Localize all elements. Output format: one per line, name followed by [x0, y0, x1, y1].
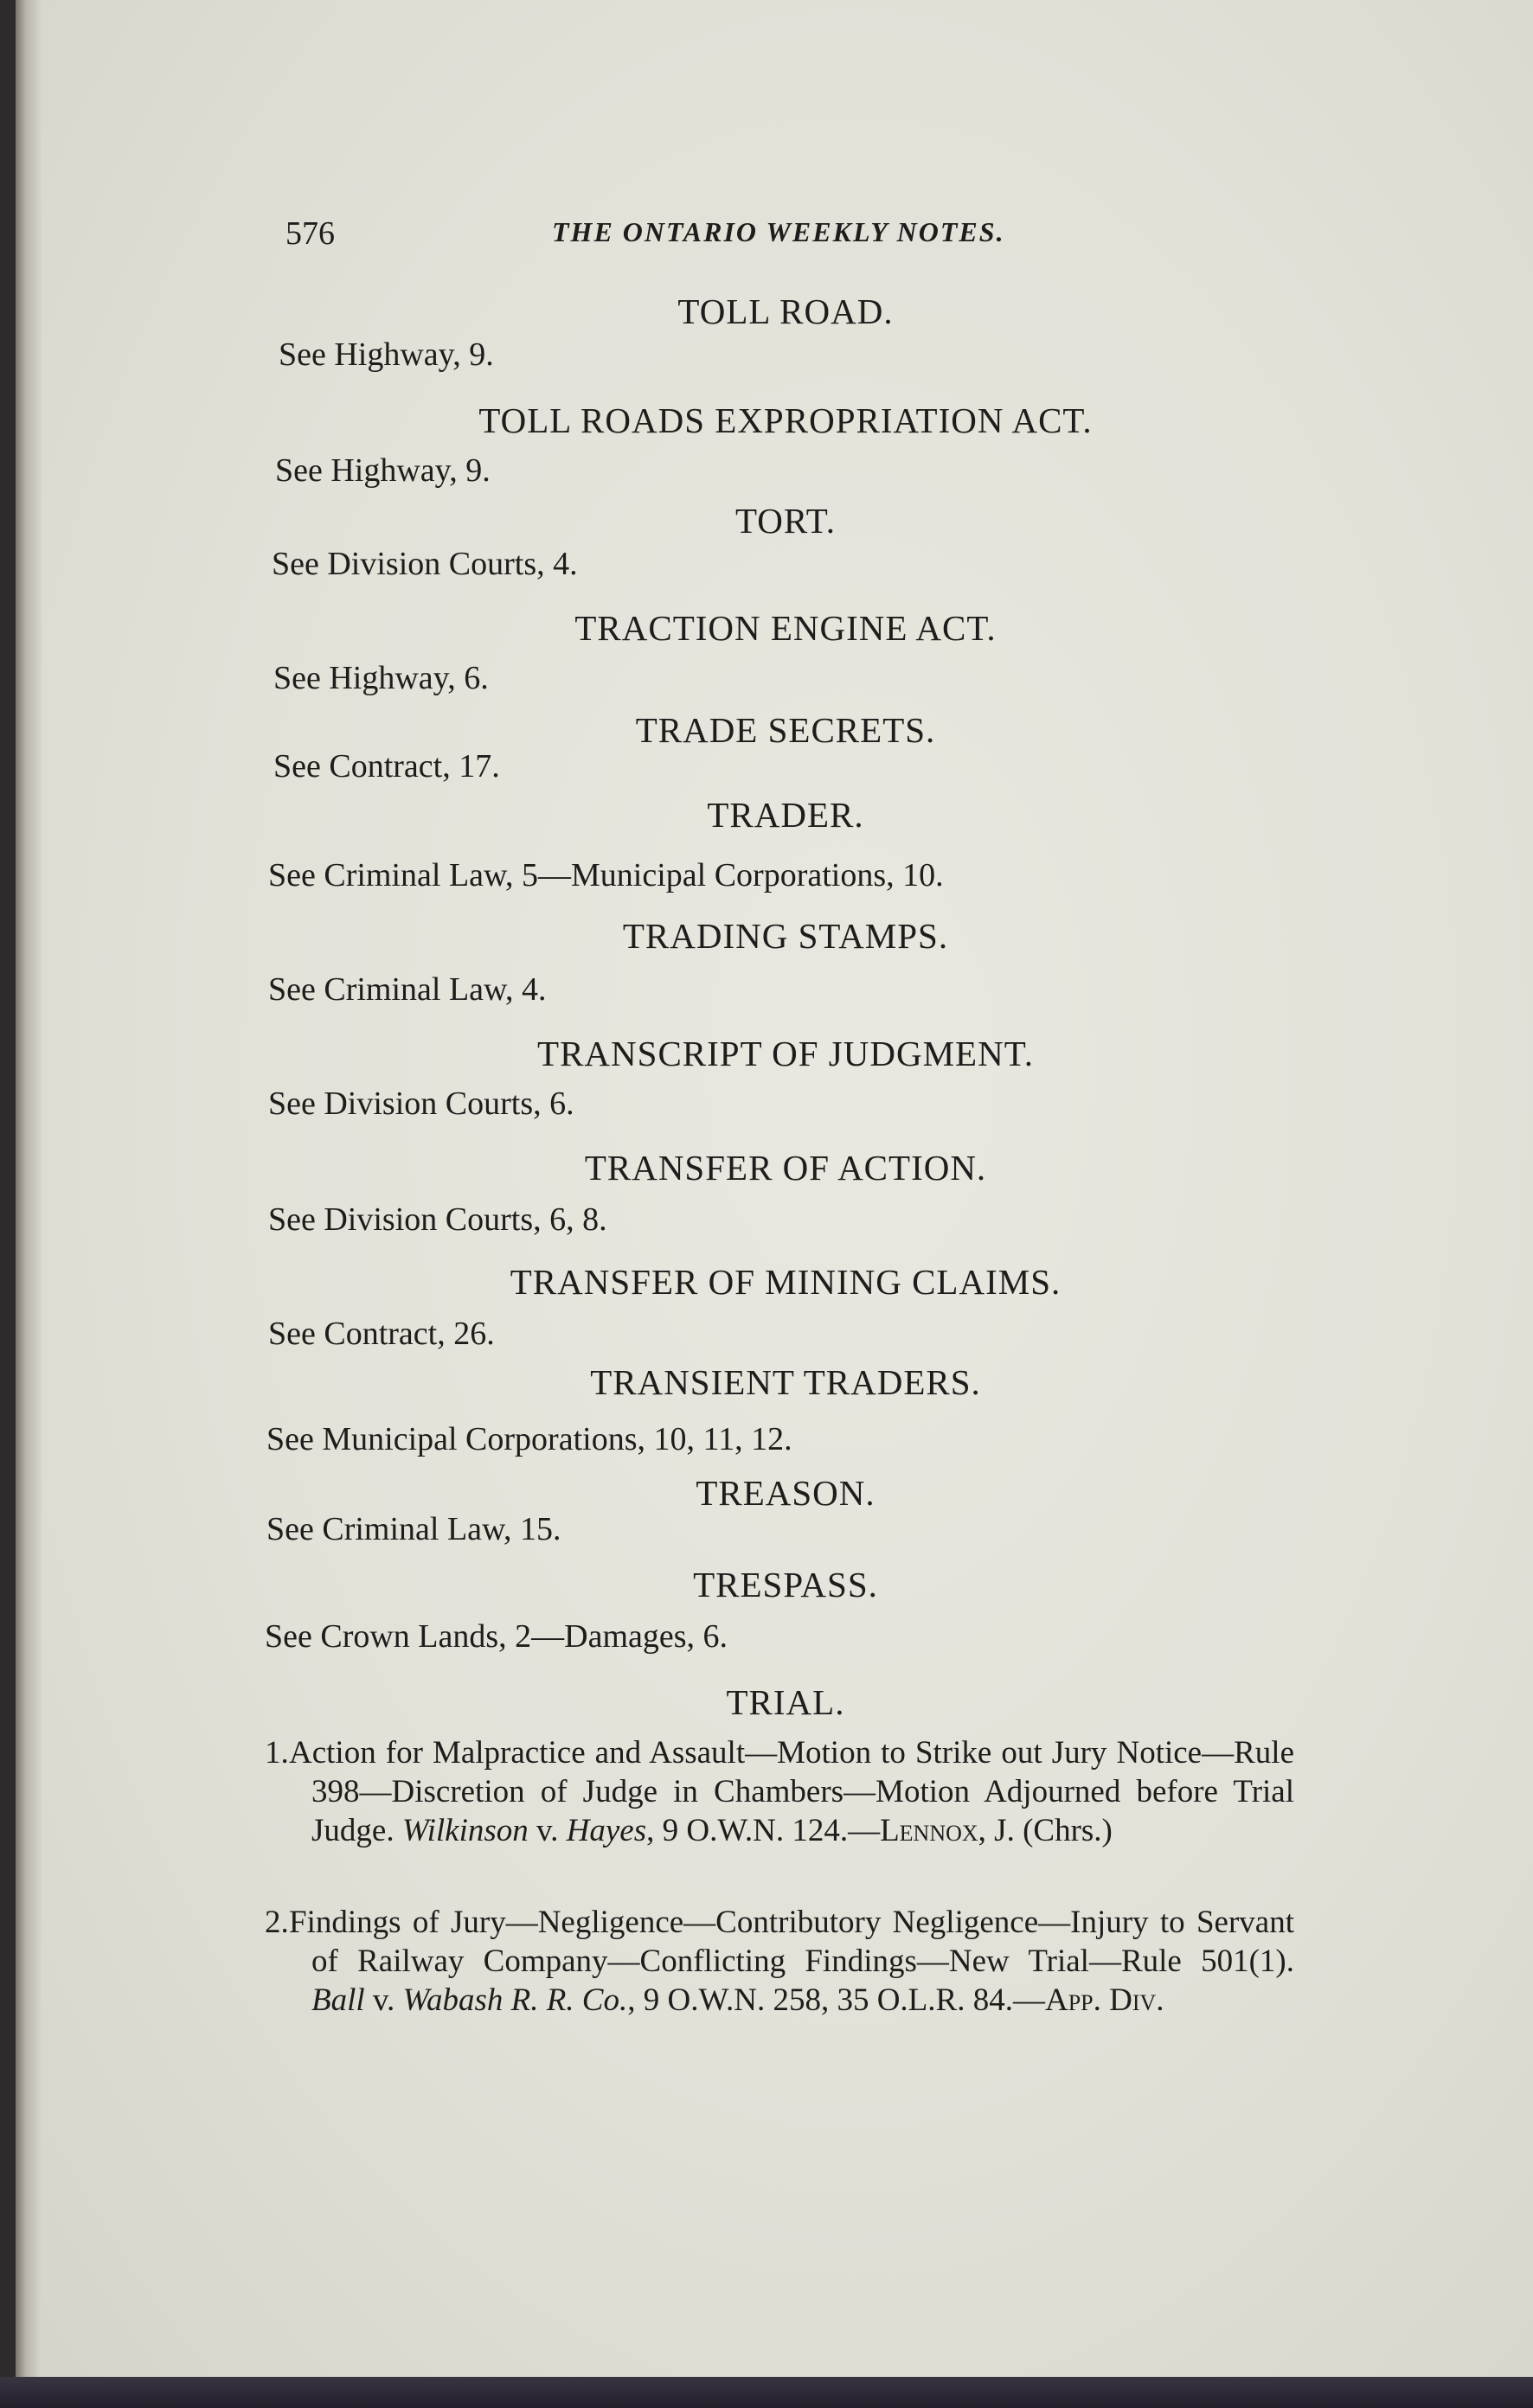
case-defendant: Hayes: [566, 1813, 647, 1848]
scan-background-band: [0, 2377, 1533, 2408]
section-heading: TRADER.: [707, 795, 864, 835]
trial-entry: [265, 1903, 1294, 2020]
section-heading: TRADING STAMPS.: [622, 916, 949, 956]
case-versus: v.: [536, 1813, 559, 1848]
page-sheet: [16, 0, 1533, 2377]
see-reference: See Criminal Law, 5—Municipal Corporations, 10.: [268, 857, 944, 893]
case-citation: , 9 O.W.N. 258, 35 O.L.R. 84.—: [627, 1982, 1045, 2018]
judge-name: App. Div.: [1044, 1982, 1164, 2018]
see-reference: See Division Courts, 4.: [272, 546, 578, 582]
see-reference: See Contract, 17.: [273, 748, 500, 785]
see-reference: See Highway, 6.: [273, 660, 489, 696]
section-heading: TRANSCRIPT OF JUDGMENT.: [537, 1034, 1034, 1073]
section-heading: TRACTION ENGINE ACT.: [574, 608, 997, 648]
see-reference: See Highway, 9.: [275, 452, 491, 489]
see-reference: See Criminal Law, 15.: [266, 1511, 561, 1547]
entry-body: [265, 1733, 1294, 1850]
entry-number: 1.: [265, 1735, 289, 1771]
section-heading: TRANSFER OF ACTION.: [584, 1148, 987, 1188]
case-citation: , 9 O.W.N. 124.—: [646, 1813, 881, 1848]
trial-entry: [265, 1733, 1294, 1850]
entry-text: Action for Malpractice and Assault—Motion to Strike out Jury Notice—Rule 398—Discretion of Judge in Chambers—Motion Adjourned before Trial Judge.: [289, 1735, 1294, 1848]
case-plaintiff: Ball: [311, 1982, 365, 2018]
see-reference: See Highway, 9.: [279, 336, 494, 373]
see-reference: See Criminal Law, 4.: [268, 971, 547, 1008]
see-reference: See Crown Lands, 2—Damages, 6.: [265, 1618, 728, 1655]
section-heading: TRANSIENT TRADERS.: [590, 1362, 981, 1402]
section-heading: TRADE SECRETS.: [635, 710, 936, 750]
section-heading: TORT.: [734, 501, 837, 541]
judge-name: Lennox: [880, 1813, 978, 1848]
case-defendant: Wabash R. R. Co.: [402, 1982, 628, 2018]
section-heading: TRESPASS.: [693, 1565, 878, 1604]
see-reference: See Contract, 26.: [268, 1316, 495, 1352]
section-heading: TOLL ROADS EXPROPRIATION ACT.: [478, 400, 1093, 440]
section-heading: TREASON.: [696, 1473, 876, 1513]
page-edge-shadow: [16, 0, 42, 2377]
judge-suffix: , J. (Chrs.): [978, 1813, 1113, 1848]
section-heading: TOLL ROAD.: [677, 291, 894, 331]
case-plaintiff: Wilkinson: [401, 1813, 529, 1848]
running-title: THE ONTARIO WEEKLY NOTES.: [552, 216, 1005, 247]
see-reference: See Division Courts, 6, 8.: [268, 1201, 607, 1238]
section-heading: TRIAL.: [726, 1682, 845, 1722]
page-number: 576: [285, 215, 335, 252]
entry-body: [265, 1903, 1294, 2020]
entry-text: Findings of Jury—Negligence—Contributory Negligence—Injury to Servant of Railway Company—Conflicting Findings—New Trial—Rule 501(1).: [289, 1905, 1294, 1979]
section-heading: TRANSFER OF MINING CLAIMS.: [510, 1262, 1062, 1302]
see-reference: See Municipal Corporations, 10, 11, 12.: [266, 1421, 792, 1457]
see-reference: See Division Courts, 6.: [268, 1086, 574, 1122]
entry-number: 2.: [265, 1905, 289, 1940]
case-versus: v.: [372, 1982, 395, 2018]
